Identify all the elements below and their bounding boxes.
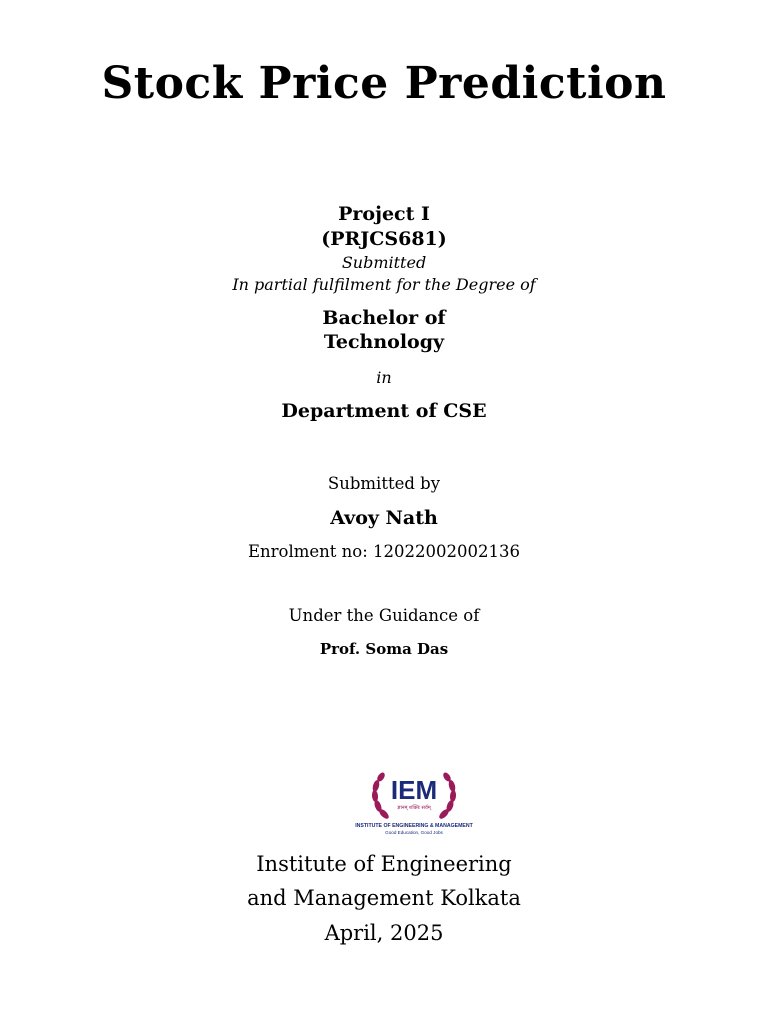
laurel-left-icon [371, 771, 390, 820]
logo-letters: IEM [390, 775, 438, 805]
logo-slogan: Good Education, Good Jobs [385, 830, 443, 835]
laurel-right-icon [438, 771, 457, 820]
submitted-by-label: Submitted by [327, 474, 441, 493]
document-title: Stock Price Prediction [101, 58, 667, 109]
submitted-label: Submitted [341, 253, 427, 272]
guide-name: Prof. Soma Das [319, 640, 449, 658]
department-name: Department of CSE [281, 400, 487, 422]
in-label: in [376, 368, 392, 387]
degree-line-1: Bachelor of [322, 307, 446, 329]
institute-line-2: and Management Kolkata [247, 886, 521, 910]
logo-institute-caption: INSTITUTE OF ENGINEERING & MANAGEMENT [355, 823, 473, 829]
submission-date: April, 2025 [324, 921, 444, 945]
institute-line-1: Institute of Engineering [256, 852, 512, 876]
degree-line-2: Technology [323, 331, 445, 353]
guidance-label: Under the Guidance of [288, 606, 480, 625]
project-code: (PRJCS681) [321, 228, 447, 250]
enrolment-number: Enrolment no: 12022002002136 [247, 542, 521, 561]
student-name: Avoy Nath [330, 507, 438, 529]
partial-fulfilment-text: In partial fulfilment for the Degree of [232, 275, 536, 294]
logo-hindi-tagline: ज्ञानम् शक्तिः सर्वम् [397, 805, 431, 811]
iem-logo [355, 766, 473, 842]
project-name: Project I [338, 203, 430, 225]
